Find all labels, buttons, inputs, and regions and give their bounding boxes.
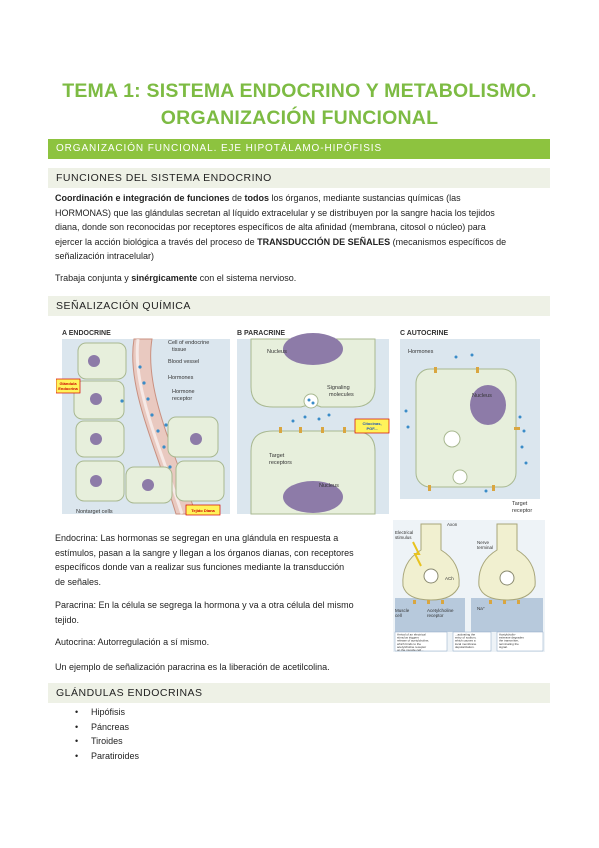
synapse-caption-line: local membrane	[455, 641, 477, 646]
synapse-caption-line: entry of sodium,	[455, 635, 477, 640]
list-item: • Tiroides	[75, 734, 139, 749]
figure-synapse	[393, 520, 545, 652]
endocrina-paragraph	[55, 531, 385, 589]
label-muscle: Muscle	[395, 608, 410, 613]
label-na: Na⁺	[477, 606, 486, 611]
text-fragment: de	[229, 193, 245, 203]
endocrina-line-2: estímulos, pasan a la sangre y llegan a los órganos dianas, con receptores	[55, 547, 354, 558]
label-target-c: Target	[512, 501, 528, 507]
label-tissue: tissue	[172, 347, 187, 353]
label-molecules: molecules	[329, 392, 354, 398]
nucleus	[190, 433, 202, 445]
ejemplo-paragraph: Un ejemplo de señalización paracrina es la liberación de acetilcolina.	[55, 662, 330, 672]
synapse-caption-line: which causes a	[455, 638, 476, 643]
synapse-caption-line: the transmitter,	[499, 638, 519, 643]
label-axon: Axon	[447, 522, 458, 527]
label-nucleus-c: Nucleus	[472, 393, 492, 399]
synapse-caption-line: on the muscle cell...	[397, 648, 424, 652]
section-heading-funciones: FUNCIONES DEL SISTEMA ENDOCRINO	[48, 168, 550, 188]
nucleus	[90, 393, 102, 405]
label-receptor-c: receptor	[512, 508, 533, 514]
funciones-line-5: señalización intracelular)	[55, 251, 155, 262]
funciones-paragraph-2	[55, 271, 550, 286]
label-hormones-c: Hormones	[408, 349, 434, 355]
bold-sinergicamente: sinérgicamente	[131, 273, 198, 283]
label-terminal: terminal	[477, 545, 494, 550]
synapse-caption-line: terminating the	[499, 641, 519, 646]
note-citocinas-2: PGF...	[366, 426, 378, 431]
label-hormones: Hormones	[168, 375, 194, 381]
label-target: Target	[269, 453, 285, 459]
title-line-2: ORGANIZACIÓN FUNCIONAL	[160, 107, 439, 129]
label-receptors: receptors	[269, 460, 292, 466]
note-glandula-2: Endocrina	[58, 386, 78, 391]
synapse-caption-line: esterase degrades	[499, 635, 524, 640]
label-signaling: Signaling	[327, 385, 350, 391]
page-title	[40, 78, 559, 132]
glandulas-list	[75, 705, 139, 763]
figure-paracrine	[233, 327, 393, 517]
vesicle	[444, 431, 460, 447]
synapse-caption-line: Arrival of an electrical	[397, 632, 426, 637]
label-achr-1: Acetylcholine	[427, 608, 454, 613]
vesicle	[424, 569, 438, 583]
synapse-caption-line: stimulus triggers	[397, 635, 419, 640]
figure-autocrine	[396, 327, 544, 517]
text-fragment: Trabaja conjunta y	[55, 273, 132, 283]
bold-todos: todos	[244, 193, 270, 203]
label-ach: ACh	[445, 576, 454, 581]
label-blood-vessel: Blood vessel	[168, 359, 200, 365]
funciones-line-3: diana, donde son reconocidas por receptores específicos de alta afinidad (membrana, citosol o núcleo) para	[55, 222, 486, 233]
synapse-caption-line: which binds to the	[397, 641, 422, 646]
paracrina-line-1: Paracrina: En la célula se segrega la hormona y va a otra célula del mismo	[55, 600, 354, 610]
note-tejido-diana-text: Tejido Diana	[191, 508, 215, 513]
label-nucleus-bottom: Nucleus	[319, 483, 339, 489]
endocrina-line-1: Endocrina: Las hormonas se segregan en una glándula en respuesta a	[55, 533, 339, 543]
label-electrical: Electrical	[395, 530, 414, 535]
label-cell-endocrine: Cell of endocrine	[168, 340, 210, 346]
label-nucleus-top: Nucleus	[267, 349, 287, 355]
label-receptor: receptor	[172, 396, 193, 402]
autocrine-cell	[416, 369, 516, 487]
synapse-caption-line: Acetylcholin-	[499, 632, 517, 637]
synapse-caption-line: depolarization.	[455, 644, 475, 649]
target-cell-2	[176, 461, 224, 501]
text-fragment: con el sistema nervioso.	[197, 273, 297, 283]
funciones-line-1	[55, 191, 550, 206]
muscle-cell-right	[471, 598, 543, 632]
autocrina-paragraph: Autocrina: Autorregulación a sí mismo.	[55, 637, 210, 647]
section-heading-senalizacion: SEÑALIZACIÓN QUÍMICA	[48, 296, 550, 316]
endocrina-line-4: de señales.	[55, 576, 102, 587]
endocrina-line-3: específicos donde van a realizar sus funciones mediante la transducción	[55, 562, 345, 573]
label-cell: cell	[395, 613, 402, 618]
nucleus	[88, 355, 100, 367]
text-fragment: ejercer la acción biológica a través del proceso de	[55, 236, 258, 247]
nucleus	[142, 479, 154, 491]
paracrina-line-2: tejido.	[55, 614, 80, 625]
funciones-line-4	[55, 235, 550, 250]
section-banner: ORGANIZACIÓN FUNCIONAL. EJE HIPOTÁLAMO-HIPÓFISIS	[48, 139, 550, 159]
synapse-caption-line: ...activating the	[455, 632, 476, 637]
vesicle-2	[453, 470, 467, 484]
autocrine-nucleus	[470, 385, 506, 425]
note-glandula-1: Glándula	[59, 381, 77, 386]
synapse-caption-line: signal.	[499, 644, 508, 649]
figure-a-title: A ENDOCRINE	[62, 330, 111, 337]
section-heading-glandulas: GLÁNDULAS ENDOCRINAS	[48, 683, 550, 703]
synapse-caption-line: release of acetylcholine,	[397, 638, 430, 643]
bold-coordinacion: Coordinación e integración de funciones	[55, 193, 230, 203]
label-hormone: Hormone	[172, 389, 195, 395]
endocrine-cell-1	[78, 343, 126, 379]
title-line-1: TEMA 1: SISTEMA ENDOCRINO Y METABOLISMO.	[62, 80, 537, 102]
nucleus	[90, 433, 102, 445]
label-nerve: Nerve	[477, 540, 490, 545]
figure-endocrine	[56, 327, 234, 517]
label-achr-2: receptor	[427, 613, 444, 618]
paracrina-paragraph	[55, 598, 385, 627]
nucleus-top	[283, 333, 343, 365]
label-nontarget: Nontarget cells	[76, 509, 113, 515]
funciones-line-2: HORMONAS) que las glándulas secretan al líquido extracelular y se distribuyen por la sangre hacia los tejidos	[55, 207, 495, 218]
bold-transduccion: TRANSDUCCIÓN DE SEÑALES	[257, 236, 391, 247]
synapse-caption-line: acetylcholine receptor	[397, 644, 427, 649]
text-fragment: (mecanismos específicos de	[390, 236, 507, 247]
vesicle-2	[500, 571, 514, 585]
figure-b-title: B PARACRINE	[237, 330, 286, 337]
label-stimulus: stimulus	[395, 535, 412, 540]
figure-c-title: C AUTOCRINE	[400, 330, 449, 337]
list-item: • Hipófisis	[75, 705, 139, 720]
vesicle	[304, 394, 318, 408]
text-fragment: los órganos, mediante sustancias químicas (las	[269, 193, 461, 203]
list-item: • Páncreas	[75, 720, 139, 735]
note-citocinas-1: Citocinas,	[362, 421, 382, 426]
nucleus	[90, 475, 102, 487]
list-item: • Paratiroides	[75, 749, 139, 764]
funciones-paragraph	[55, 191, 550, 264]
